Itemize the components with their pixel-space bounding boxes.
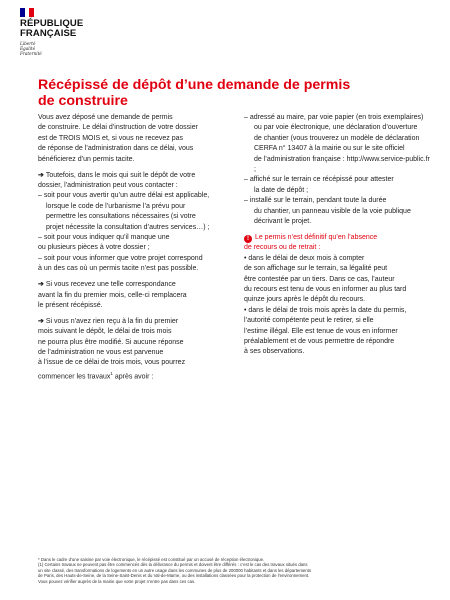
motto-fraternite: Fraternité [20,51,42,56]
correspondence-paragraph [38,280,228,311]
text-line [38,280,228,290]
french-flag-icon [20,8,34,17]
list-item-continuation: préalablement et de vous permettre de répondre [244,338,395,346]
arrow-icon: ➔ [38,171,46,179]
text-line: à l’issue de ce délai de trois mois, vous pourrez [38,359,186,367]
text-span: Si vous n’avez rien reçu à la fin du premier [45,317,179,325]
text-line: Vous avez déposé une demande de permis [38,114,173,121]
text-line: le présent récépissé. [38,301,103,309]
list-item: – soit pour vous informer que votre projet correspond [38,254,203,262]
logo-name-line1: RÉPUBLIQUE [20,18,84,29]
intro-paragraph [38,113,228,165]
list-item-continuation: à un des cas où un permis tacite n’est pas possible. [38,265,199,273]
arrow-icon: ➔ [38,281,46,289]
list-item-continuation: ou plusieurs pièces à votre dossier ; [38,244,150,252]
list-item-continuation: de son affichage sur le terrain, sa légalité peut [244,265,388,273]
contact-paragraph [38,171,228,275]
list-item-continuation: lorsque le code de l’urbanisme l’a prévu pour [46,202,186,210]
list-item-continuation: du recours est tenu de vous en informer au plus tard [244,286,407,293]
footnote-line: (1) Certains travaux ne peuvent pas être commencés dès la délivrance du permis et doivent être différés : c’est le cas des travaux situés dans [38,562,308,568]
text-line: avant la fin du premier mois, celle-ci remplacera [38,291,187,299]
list-item-continuation [244,155,430,176]
list-item-continuation: décrivant le projet. [254,218,312,226]
page-title [38,78,368,109]
title-line-1: Récépissé de dépôt d’une demande de permis [38,77,351,93]
text-span: de l’administration française : [254,155,345,163]
text-line: ne pourra plus être modifié. Si aucune réponse [38,338,184,346]
list-item-continuation: la date de dépôt ; [254,186,309,194]
footnote-line: un site classé, des transformations de logements en un autre usage dans les communes de plus de 200000 habitants et dans les départements [38,567,312,573]
list-item-continuation: projet nécessite la consultation d’autres services…) ; [46,223,210,231]
list-item: – soit pour vous avertir qu’un autre délai est applicable, [38,192,210,200]
list-item-continuation: l’estime illégal. Elle est tenue de vous en informer [244,327,398,335]
list-item: • dans le délai de deux mois à compter [244,254,365,262]
text-line: bénéficierez d’un permis tacite. [38,155,135,163]
footnote-marker: 1 [110,370,113,376]
text-span: Toutefois, dans le mois qui suit le dépôt de votre [45,171,196,179]
arrow-icon: ➔ [38,317,46,325]
list-item-continuation: CERFA n° 13407 à la mairie ou sur le site officiel [254,145,405,153]
list-item-continuation: ou par voie électronique, une déclaration d’ouverture [254,124,418,132]
list-item-continuation: quinze jours après le dépôt du recours. [244,296,366,304]
text-span: ; [254,166,256,174]
text-span: après avoir : [114,373,154,381]
flag-red-band [29,8,34,17]
text-line: de l’administration ne vous est parvenue [38,349,164,357]
title-line-2: de construire [38,92,128,109]
list-item-continuation: de chantier (vous trouverez un modèle de déclaration [254,134,420,142]
text-line [38,171,228,181]
list-item: – adressé au maire, par voie papier (en trois exemplaires) [244,114,424,121]
list-item: – soit pour vous indiquer qu’il manque une [38,233,170,241]
text-line [38,369,228,383]
text-span: Si vous recevez une telle correspondance [45,281,176,289]
list-item: • dans le délai de trois mois après la date du permis, [244,306,407,314]
republique-francaise-logo [20,8,100,56]
list-item-continuation: l’autorité compétente peut le retirer, si elle [244,317,374,325]
list-item: – installé sur le terrain, pendant toute la durée [244,197,387,205]
motto-egalite: Égalité [20,46,36,51]
footnotes [38,557,433,584]
list-item-continuation: du chantier, un panneau visible de la voie publique [254,207,411,215]
text-line: de réponse de l’administration dans ce délai, vous [38,145,194,153]
warning-heading [244,233,430,243]
warning-heading: de recours ou de retrait : [244,244,321,252]
text-line: de construire. Le délai d’instruction de votre dossier [38,124,198,132]
text-line [38,317,228,327]
footnote-line: Vous pouvez vérifier auprès de la mairie que votre projet n’entre pas dans ces cas. [38,578,196,584]
text-span: commencer les travaux [38,373,111,381]
logo-motto [20,41,100,56]
text-span: Le permis n’est définitif qu’en l’absence [254,233,378,241]
warning-paragraph [244,233,430,358]
footnote-line: de Paris, des Hauts-de-Seine, de la Seine-Saint-Denis et du Val-de-Marne, ou des installations classées pour la protection de l’environnement. [38,573,310,579]
motto-liberte: Liberté [20,41,36,46]
no-response-paragraph [38,317,228,383]
text-line: mois suivant le dépôt, le délai de trois mois [38,328,172,336]
list-item-continuation: être contestée par un tiers. Dans ce cas, l’auteur [244,275,395,283]
list-item-continuation: à ses observations. [244,348,305,356]
warning-icon: ! [244,235,252,243]
footnote-line: * Dans le cadre d’une saisine par voie électronique, le récépissé est constitué par un accusé de réception électronique. [38,557,265,562]
left-column [38,113,228,383]
requirements-list [244,113,430,227]
right-column [244,113,430,358]
logo-name-line2: FRANÇAISE [20,28,77,39]
service-public-link[interactable]: http://www.service-public.fr [346,155,430,163]
list-item: – affiché sur le terrain ce récépissé pour attester [244,176,394,184]
text-line: est de TROIS MOIS et, si vous ne recevez pas [38,134,183,142]
list-item-continuation: permettre les consultations nécessaires (si votre [46,213,196,221]
text-line: dossier, l’administration peut vous contacter : [38,181,178,189]
